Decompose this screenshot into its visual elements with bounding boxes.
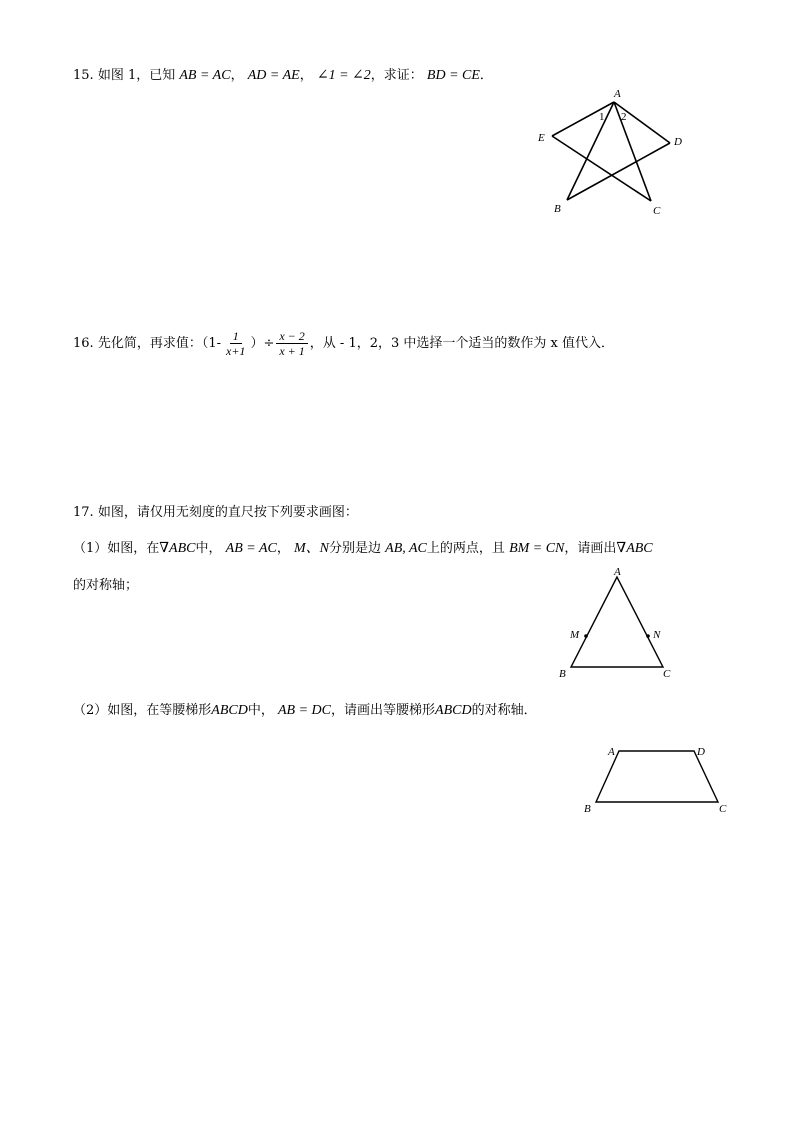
q17-p2-end: 的对称轴． <box>471 703 537 718</box>
q17-p1-triangle-2: ∇ABC <box>616 541 653 556</box>
q15-condition-3: ∠1 = ∠2 <box>316 68 371 83</box>
q17-p1-pts: 上的两点，且 <box>426 541 505 556</box>
q17-p1-triangle: ∇ABC <box>159 541 196 556</box>
q17-fig1-label-b: B <box>559 668 566 680</box>
q17-fig2-label-c: C <box>719 803 727 815</box>
q16-mid: ）÷ <box>250 336 275 351</box>
q15-lead: 如图 1，已知 <box>97 68 176 83</box>
q15-label-d: D <box>674 136 682 148</box>
q15-angle-1: 1 <box>599 111 605 123</box>
q17-p1-in: 中， <box>195 541 222 556</box>
q16-fraction-2-num: x − 2 <box>276 329 307 344</box>
q17-p1-condition-1: AB = AC <box>225 541 277 556</box>
q17-p2-in: 中， <box>247 703 274 718</box>
q17-trapezoid-abcd <box>596 751 718 802</box>
q15-goal: BD = CE <box>426 68 480 83</box>
q16-fraction-2-den: x + 1 <box>279 344 305 358</box>
q15-condition-1: AB = AC <box>179 68 231 83</box>
q17-p2-quad-2: ABCD <box>435 703 472 718</box>
q15-label-b: B <box>554 203 561 215</box>
q15-angle-2: 2 <box>621 111 627 123</box>
q17-p2-condition: AB = DC <box>278 703 331 718</box>
q17-p1-draw: ，请画出 <box>564 541 617 556</box>
q15-sep: ， <box>299 68 313 83</box>
q16-number: 16. <box>73 336 94 351</box>
q15-condition-2: AD = AE <box>247 68 300 83</box>
q15-prove-lead: ，求证： <box>370 68 423 83</box>
q16-fraction-1-den: x+1 <box>226 344 246 358</box>
q17-p1-condition-2: BM = CN <box>509 541 565 556</box>
q17-intro-text: 如图，请仅用无刻度的直尺按下列要求画图： <box>97 505 358 520</box>
q17-fig1-label-a: A <box>614 566 621 578</box>
q17-p2-quad: ABCD <box>211 703 248 718</box>
q17-number: 17. <box>73 505 94 520</box>
q15-label-c: C <box>653 205 661 217</box>
q15-end: ． <box>479 68 493 83</box>
q17-fig1-label-c: C <box>663 668 671 680</box>
q17-p1-sep: ， <box>276 541 290 556</box>
q16-tail: ，从 - 1，2，3 中选择一个适当的数作为 x 值代入． <box>309 336 614 351</box>
q17-fig2-label-b: B <box>584 803 591 815</box>
q17-p1-lead: （1）如图，在 <box>73 541 160 556</box>
q15-label-e: E <box>538 132 545 144</box>
q17-fig1-label-n: N <box>653 629 661 641</box>
q15-label-a: A <box>614 88 621 100</box>
q17-fig1-label-m: M <box>570 629 580 641</box>
q17-p1-mn: M、N <box>294 541 329 556</box>
q17-p1-line2: 的对称轴； <box>73 578 139 593</box>
q17-p1-sides: AB, AC <box>385 541 427 556</box>
q17-p2-draw: ，请画出等腰梯形 <box>331 703 436 718</box>
q15-sep: ， <box>230 68 244 83</box>
q16-fraction-1-num: 1 <box>230 329 242 344</box>
q17-fig2-label-a: A <box>608 746 615 758</box>
q17-p1-on: 分别是边 <box>329 541 382 556</box>
q15-number: 15. <box>73 68 94 83</box>
q17-p2-lead: （2）如图，在等腰梯形 <box>73 703 212 718</box>
q17-fig2-label-d: D <box>697 746 705 758</box>
q16-lead: 先化简，再求值：（1- <box>97 336 221 351</box>
